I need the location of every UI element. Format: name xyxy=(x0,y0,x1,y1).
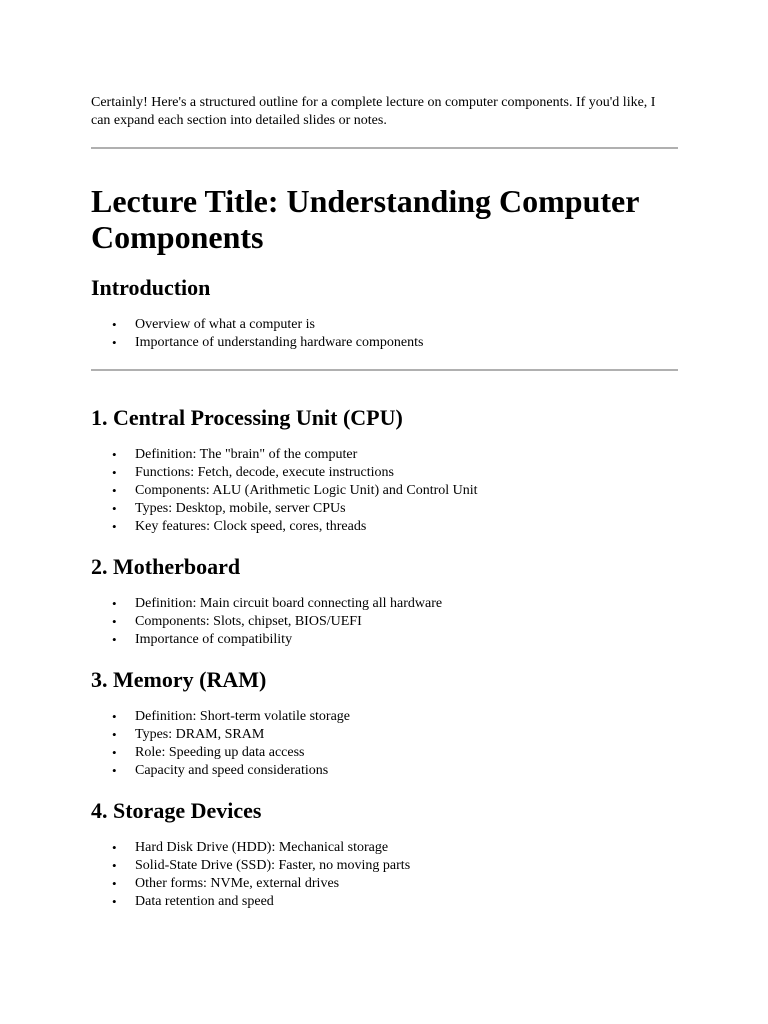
section-heading-cpu: 1. Central Processing Unit (CPU) xyxy=(91,405,403,430)
section-heading-storage: 4. Storage Devices xyxy=(91,798,262,823)
list-item: • Definition: The "brain" of the computer xyxy=(135,446,678,464)
list-item: • Key features: Clock speed, cores, threads xyxy=(135,518,678,536)
motherboard-list xyxy=(91,595,678,649)
list-item: • Components: Slots, chipset, BIOS/UEFI xyxy=(135,613,678,631)
list-item: • Importance of compatibility xyxy=(135,631,678,649)
cpu-list xyxy=(91,446,678,536)
list-item: • Types: Desktop, mobile, server CPUs xyxy=(135,500,678,518)
list-item: • Definition: Short-term volatile storage xyxy=(135,708,678,726)
section-heading-motherboard: 2. Motherboard xyxy=(91,554,241,579)
list-item: • Functions: Fetch, decode, execute instructions xyxy=(135,464,678,482)
divider xyxy=(91,147,678,149)
storage-list xyxy=(91,839,678,911)
list-item: • Data retention and speed xyxy=(135,893,678,911)
list-item: • Types: DRAM, SRAM xyxy=(135,726,678,744)
list-item: • Components: ALU (Arithmetic Logic Unit) and Control Unit xyxy=(135,482,678,500)
list-item: • Capacity and speed considerations xyxy=(135,762,678,780)
list-item: • Overview of what a computer is xyxy=(135,316,678,334)
list-item: • Solid-State Drive (SSD): Faster, no moving parts xyxy=(135,857,678,875)
section-heading-memory: 3. Memory (RAM) xyxy=(91,667,267,692)
memory-list xyxy=(91,708,678,780)
introduction-list xyxy=(91,316,678,352)
divider xyxy=(91,369,678,371)
section-heading-introduction: Introduction xyxy=(91,275,211,300)
list-item: • Definition: Main circuit board connecting all hardware xyxy=(135,595,678,613)
preamble-text: Certainly! Here's a structured outline for a complete lecture on computer components. If you'd like, I can expand each section into detailed slides or notes. xyxy=(91,95,656,128)
document-page xyxy=(91,94,678,911)
lecture-title: Lecture Title: Understanding Computer Components xyxy=(91,183,639,255)
list-item: • Hard Disk Drive (HDD): Mechanical storage xyxy=(135,839,678,857)
list-item: • Importance of understanding hardware components xyxy=(135,334,678,352)
list-item: • Other forms: NVMe, external drives xyxy=(135,875,678,893)
list-item: • Role: Speeding up data access xyxy=(135,744,678,762)
